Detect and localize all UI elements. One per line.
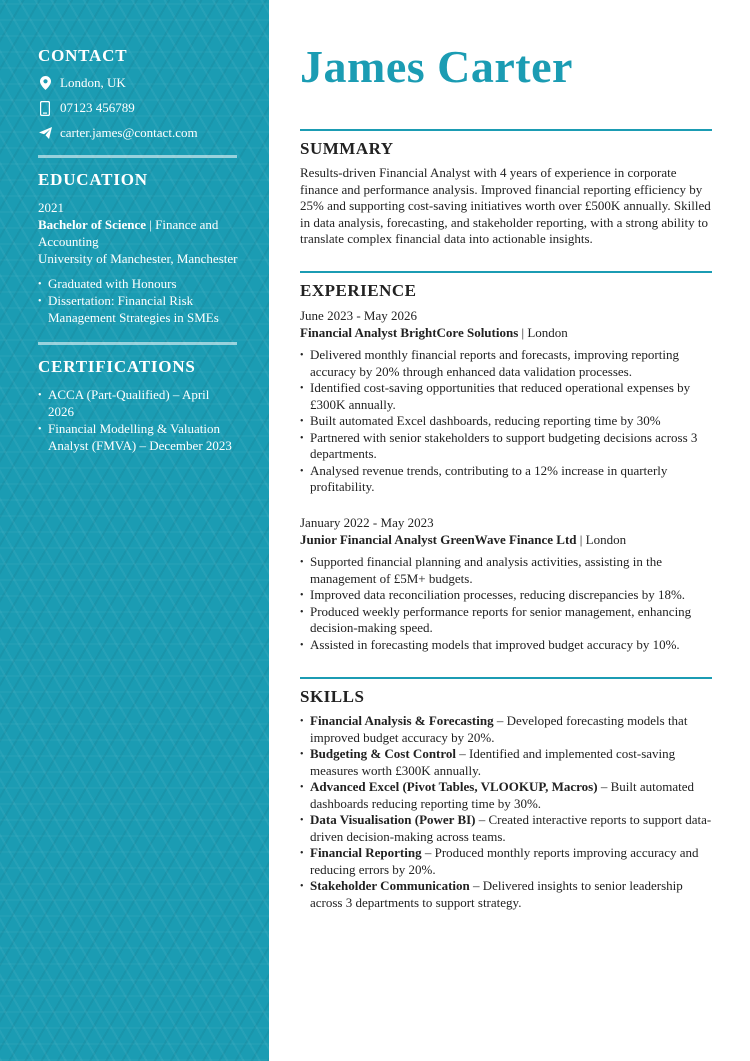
list-item: • Produced weekly performance reports for senior management, enhancing decision-making speed.: [300, 604, 712, 637]
list-item: • Dissertation: Financial Risk Management Strategies in SMEs: [38, 292, 238, 326]
skill-name: Financial Analysis & Forecasting: [310, 713, 494, 728]
skill-item: [300, 779, 712, 812]
education-school: University of Manchester, Manchester: [38, 251, 238, 266]
job-entry: [300, 307, 712, 496]
skill-item: [300, 845, 712, 878]
skill-name: Advanced Excel (Pivot Tables, VLOOKUP, Macros): [310, 779, 598, 794]
list-item: • Delivered monthly financial reports and forecasts, improving reporting accuracy by 20% through enhanced data validation processes.: [300, 347, 712, 380]
list-item: • ACCA (Part-Qualified) – April 2026: [38, 386, 238, 420]
phone-icon: [38, 100, 52, 116]
location-text: London, UK: [60, 75, 126, 90]
skill-name: Financial Reporting: [310, 845, 422, 860]
education-year: 2021: [38, 200, 64, 215]
contact-email[interactable]: [38, 125, 238, 141]
job-entry: [300, 514, 712, 653]
contact-phone: [38, 100, 238, 116]
skill-item: [300, 746, 712, 779]
contact-heading: CONTACT: [38, 46, 128, 65]
job-role: Junior Financial Analyst GreenWave Finance Ltd: [300, 532, 577, 547]
section-rule: [300, 129, 712, 131]
section-rule: [300, 271, 712, 273]
job-location: | London: [518, 325, 568, 340]
skill-item: [300, 713, 712, 746]
job-role: Financial Analyst BrightCore Solutions: [300, 325, 519, 340]
skill-desc: – Built automated dashboards reducing reporting time by 30%.: [310, 779, 694, 811]
sidebar-divider: [38, 155, 237, 158]
list-item: • Financial Modelling & Valuation Analyst (FMVA) – December 2023: [38, 420, 238, 454]
email-text[interactable]: carter.james@contact.com: [60, 125, 198, 140]
skills-heading: SKILLS: [300, 687, 365, 706]
education-points: [38, 275, 238, 326]
skill-desc: – Delivered insights to senior leadership across 3 departments to support strategy.: [310, 878, 683, 910]
phone-text: 07123 456789: [60, 100, 135, 115]
sidebar-divider: [38, 342, 237, 345]
list-item: • Graduated with Honours: [38, 275, 238, 292]
job-bullets: [300, 347, 712, 496]
job-bullets: [300, 554, 712, 653]
sidebar-content: [38, 46, 238, 454]
section-rule: [300, 677, 712, 679]
job-title: [300, 324, 712, 341]
skill-item: [300, 812, 712, 845]
list-item: • Improved data reconciliation processes, reducing discrepancies by 18%.: [300, 587, 712, 604]
paper-plane-icon: [38, 125, 52, 141]
candidate-name: James Carter: [300, 41, 573, 92]
location-pin-icon: [38, 75, 52, 91]
education-heading: EDUCATION: [38, 170, 148, 189]
job-location: | London: [576, 532, 627, 547]
summary-text: Results-driven Financial Analyst with 4 years of experience in corporate finance and performance analysis. Improved financial reporting efficiency by 25% and supporting cost-saving initiatives worth over £500K annually. Skilled in data analysis, forecasting, and stakeholder reporting, with a strong ability to translate complex financial data into actionable insights.: [300, 165, 711, 246]
job-dates: June 2023 - May 2026: [300, 308, 417, 323]
job-title: [300, 531, 712, 548]
skill-name: Data Visualisation (Power BI): [310, 812, 476, 827]
list-item: • Built automated Excel dashboards, reducing reporting time by 30%: [300, 413, 712, 430]
contact-location: [38, 75, 238, 91]
skill-desc: – Developed forecasting models that improved budget accuracy by 20%.: [310, 713, 688, 745]
certifications-list: [38, 386, 238, 454]
degree-name: Bachelor of Science: [38, 217, 147, 232]
skill-name: Stakeholder Communication: [310, 878, 470, 893]
skill-desc: – Created interactive reports to support data-driven decision-making across teams.: [310, 812, 712, 844]
certifications-heading: CERTIFICATIONS: [38, 357, 196, 376]
skill-name: Budgeting & Cost Control: [310, 746, 457, 761]
list-item: • Identified cost-saving opportunities that reduced operational expenses by £300K annually.: [300, 380, 712, 413]
list-item: • Analysed revenue trends, contributing to a 12% increase in quarterly profitability.: [300, 463, 712, 496]
skills-list: [300, 713, 712, 911]
skill-desc: – Produced monthly reports improving accuracy and reducing errors by 20%.: [310, 845, 699, 877]
skill-item: [300, 878, 712, 911]
list-item: • Partnered with senior stakeholders to support budgeting decisions across 3 departments.: [300, 430, 712, 463]
sidebar: [0, 0, 269, 1061]
list-item: • Supported financial planning and analysis activities, assisting in the management of £5M+ budgets.: [300, 554, 712, 587]
education-degree: [38, 216, 238, 250]
list-item: • Assisted in forecasting models that improved budget accuracy by 10%.: [300, 637, 712, 654]
job-dates: January 2022 - May 2023: [300, 515, 434, 530]
experience-heading: EXPERIENCE: [300, 281, 417, 300]
skill-desc: – Identified and implemented cost-saving measures worth £300K annually.: [310, 746, 676, 778]
degree-field: | Finance and Accounting: [38, 217, 219, 249]
summary-heading: SUMMARY: [300, 139, 394, 158]
